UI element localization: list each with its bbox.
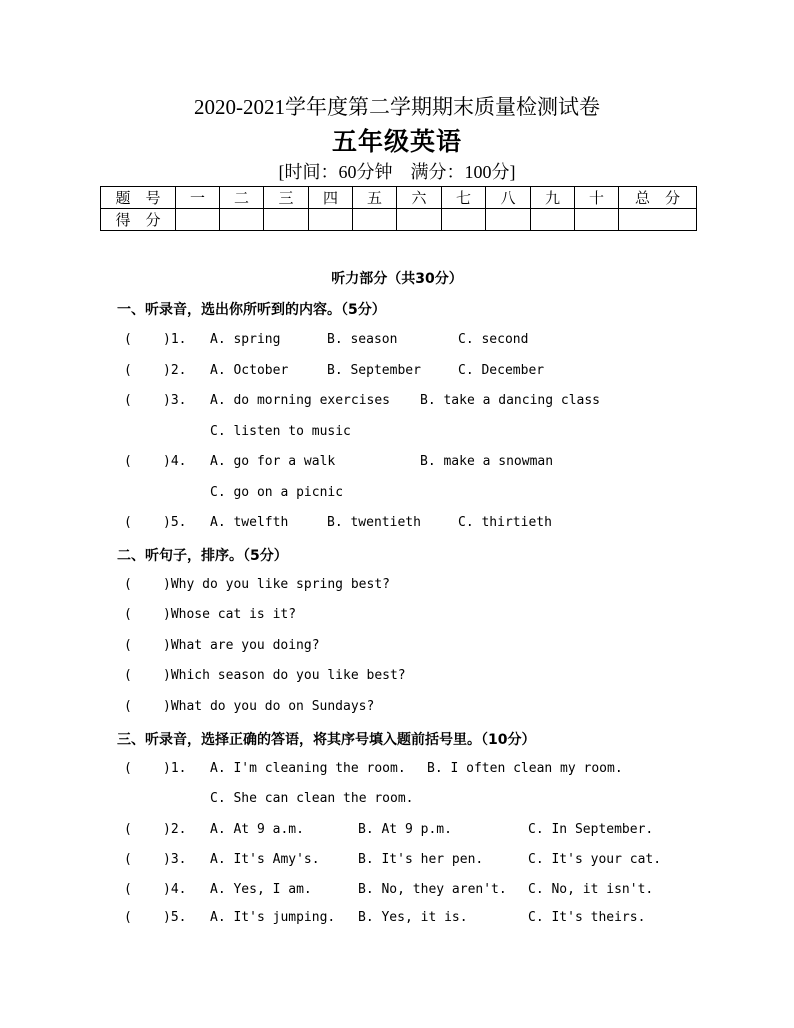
score-table-cell: 一 <box>176 187 220 209</box>
sentence-text: )Why do you like spring best? <box>163 577 390 592</box>
option-c: C. It's theirs. <box>528 910 646 925</box>
option-b: B. season <box>327 332 398 347</box>
option-b: B. Yes, it is. <box>358 910 468 925</box>
option-c: C. listen to music <box>210 424 351 439</box>
exam-time-info: [时间：60分钟 满分：100分] <box>278 162 516 182</box>
score-blank-cell[interactable] <box>575 209 619 231</box>
sentence-text: )What are you doing? <box>163 638 320 653</box>
answer-blank[interactable]: ( <box>124 699 132 714</box>
option-a: A. October <box>210 363 289 378</box>
answer-blank[interactable]: ( <box>124 668 132 683</box>
option-a: A. Yes, I am. <box>210 882 312 897</box>
score-blank-cell[interactable] <box>220 209 264 231</box>
score-table-header-row <box>101 187 697 209</box>
score-blank-cell[interactable] <box>309 209 353 231</box>
answer-blank[interactable]: ( <box>124 363 132 378</box>
sentence-text: )What do you do on Sundays? <box>163 699 375 714</box>
score-blank-cell[interactable] <box>176 209 220 231</box>
question-number: )4. <box>163 454 187 469</box>
option-b: B. I often clean my room. <box>427 761 623 776</box>
score-blank-cell[interactable] <box>353 209 397 231</box>
score-table-cell: 三 <box>264 187 309 209</box>
score-table-cell: 十 <box>575 187 619 209</box>
option-b: B. No, they aren't. <box>358 882 507 897</box>
option-a: A. spring <box>210 332 281 347</box>
answer-blank[interactable]: ( <box>124 852 132 867</box>
answer-blank[interactable]: ( <box>124 761 132 776</box>
answer-blank[interactable]: ( <box>124 638 132 653</box>
option-c: C. go on a picnic <box>210 485 344 500</box>
question-number: )1. <box>163 761 187 776</box>
score-blank-cell[interactable] <box>442 209 486 231</box>
score-blank-cell[interactable] <box>397 209 442 231</box>
option-b: B. It's her pen. <box>358 852 484 867</box>
question-number: )3. <box>163 852 187 867</box>
option-b: B. September <box>327 363 421 378</box>
score-table <box>100 186 697 231</box>
question-number: )4. <box>163 882 187 897</box>
question-number: )1. <box>163 332 187 347</box>
score-table-cell: 七 <box>442 187 486 209</box>
question-number: )5. <box>163 910 187 925</box>
option-a: A. twelfth <box>210 515 289 530</box>
answer-blank[interactable]: ( <box>124 393 132 408</box>
score-table-cell: 九 <box>531 187 575 209</box>
score-table-cell: 二 <box>220 187 264 209</box>
score-table-cell: 题 号 <box>101 187 176 209</box>
score-table-cell: 得 分 <box>101 209 176 231</box>
question-number: )5. <box>163 515 187 530</box>
listening-section-title: 听力部分（共30分） <box>331 271 463 287</box>
option-c: C. December <box>458 363 545 378</box>
option-a: A. go for a walk <box>210 454 336 469</box>
sentence-text: )Whose cat is it? <box>163 607 297 622</box>
option-c: C. It's your cat. <box>528 852 662 867</box>
answer-blank[interactable]: ( <box>124 607 132 622</box>
exam-subject: 五年级英语 <box>331 127 462 156</box>
score-blank-cell[interactable] <box>486 209 531 231</box>
sentence-text: )Which season do you like best? <box>163 668 406 683</box>
answer-blank[interactable]: ( <box>124 910 132 925</box>
option-a: A. It's jumping. <box>210 910 336 925</box>
option-c: C. second <box>458 332 529 347</box>
part2-heading: 二、听句子，排序。（5分） <box>117 548 288 564</box>
answer-blank[interactable]: ( <box>124 882 132 897</box>
option-c: C. She can clean the room. <box>210 791 414 806</box>
exam-title: 2020-2021学年度第二学期期末质量检测试卷 <box>194 95 600 119</box>
option-a: A. do morning exercises <box>210 393 391 408</box>
answer-blank[interactable]: ( <box>124 454 132 469</box>
option-a: A. It's Amy's. <box>210 852 320 867</box>
score-table-cell: 六 <box>397 187 442 209</box>
answer-blank[interactable]: ( <box>124 515 132 530</box>
option-a: A. At 9 a.m. <box>210 822 304 837</box>
question-number: )3. <box>163 393 187 408</box>
option-c: C. In September. <box>528 822 654 837</box>
option-a: A. I'm cleaning the room. <box>210 761 406 776</box>
part3-heading: 三、听录音，选择正确的答语，将其序号填入题前括号里。（10分） <box>117 732 536 748</box>
option-b: B. twentieth <box>327 515 421 530</box>
score-blank-cell[interactable] <box>531 209 575 231</box>
score-table-score-row <box>101 209 697 231</box>
question-number: )2. <box>163 822 187 837</box>
question-number: )2. <box>163 363 187 378</box>
option-b: B. At 9 p.m. <box>358 822 452 837</box>
score-blank-cell[interactable] <box>619 209 697 231</box>
answer-blank[interactable]: ( <box>124 332 132 347</box>
option-c: C. No, it isn't. <box>528 882 654 897</box>
score-blank-cell[interactable] <box>264 209 309 231</box>
option-c: C. thirtieth <box>458 515 552 530</box>
answer-blank[interactable]: ( <box>124 577 132 592</box>
answer-blank[interactable]: ( <box>124 822 132 837</box>
option-b: B. make a snowman <box>420 454 554 469</box>
score-table-cell: 四 <box>309 187 353 209</box>
option-b: B. take a dancing class <box>420 393 601 408</box>
score-table-cell: 五 <box>353 187 397 209</box>
score-table-cell: 总 分 <box>619 187 697 209</box>
part1-heading: 一、听录音，选出你所听到的内容。（5分） <box>117 302 386 318</box>
score-table-cell: 八 <box>486 187 531 209</box>
